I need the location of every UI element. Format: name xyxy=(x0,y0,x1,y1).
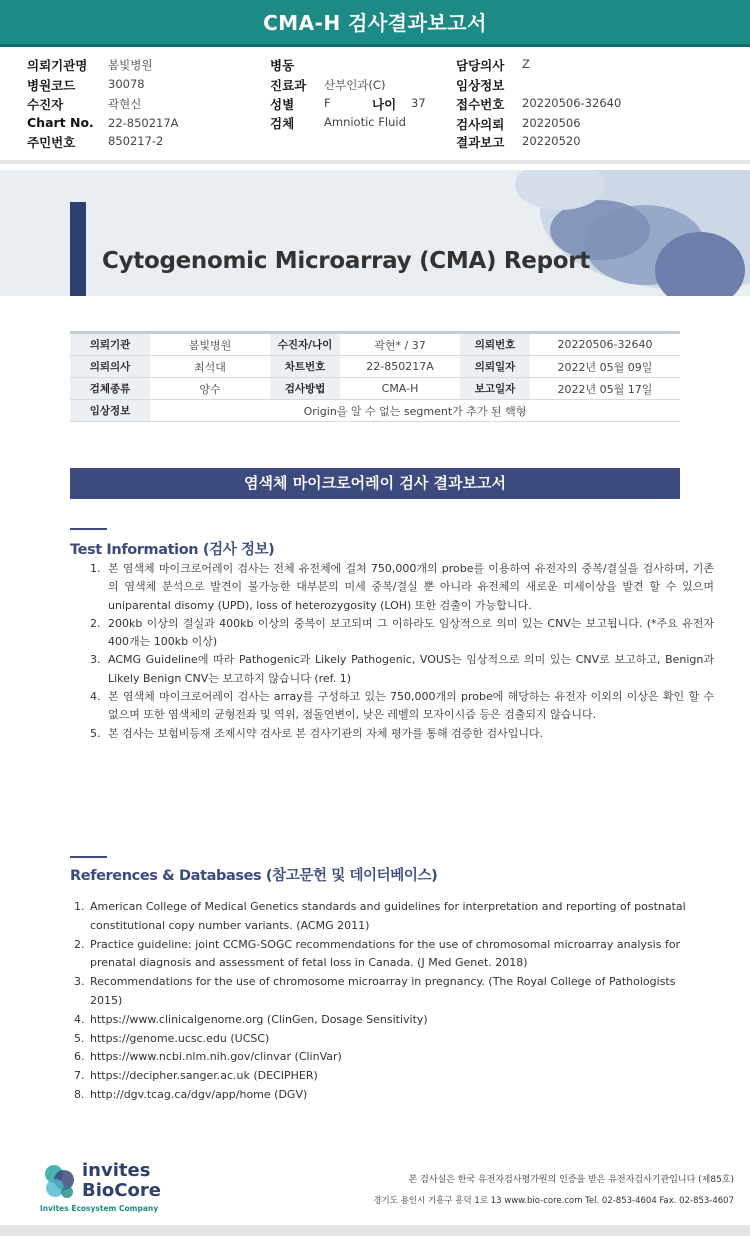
table-header-cell: 검사방법 xyxy=(270,378,340,400)
table-cell: 2022년 05월 17일 xyxy=(530,378,680,400)
section-title: 염색체 마이크로어레이 검사 결과보고서 xyxy=(70,468,680,499)
title-bar xyxy=(0,0,750,47)
header-label: 의뢰기관명 xyxy=(27,58,88,73)
logo-text-line2: BioCore xyxy=(82,1180,161,1201)
header-divider xyxy=(0,160,750,164)
table-cell: CMA-H xyxy=(340,378,460,400)
list-item: 1. American College of Medical Genetics standards and guidelines for interpretation and reporting of postnatal constitutional copy number variants. (ACMG 2011) xyxy=(88,898,708,936)
list-item: 2. Practice guideline: joint CCMG-SOGC recommendations for the use of chromosomal microarray analysis for prenatal diagnosis and assessment of fetal loss in Canada. (J Med Genet. 2018) xyxy=(88,936,708,974)
header-value: Amniotic Fluid xyxy=(324,115,406,129)
header-value: 22-850217A xyxy=(108,116,179,130)
report-banner xyxy=(0,170,750,296)
references-list xyxy=(70,898,708,1105)
banner-accent-bar xyxy=(70,202,86,296)
table-cell: 2022년 05월 09일 xyxy=(530,356,680,378)
table-header-cell: 의뢰기관 xyxy=(70,333,150,356)
table-header-cell: 수진자/나이 xyxy=(270,333,340,356)
test-info-list xyxy=(70,560,714,743)
company-logo xyxy=(40,1160,170,1218)
header-label: 담당의사 xyxy=(456,58,505,73)
list-item[interactable]: 5. https://genome.ucsc.edu (UCSC) xyxy=(88,1030,708,1049)
table-header-cell: 보고일자 xyxy=(460,378,530,400)
table-header-cell: 의뢰번호 xyxy=(460,333,530,356)
age-label: 나이 xyxy=(372,97,397,112)
header-value: 곽현신 xyxy=(108,97,142,111)
list-item[interactable]: 8. http://dgv.tcag.ca/dgv/app/home (DGV) xyxy=(88,1086,708,1105)
list-item: 5. 본 검사는 보험비등재 조제시약 검사로 본 검사기관의 자체 평가를 통해 검증한 검사입니다. xyxy=(104,725,714,743)
header-label: 수진자 xyxy=(27,97,64,112)
header-label: 접수번호 xyxy=(456,97,505,112)
table-row xyxy=(70,400,680,422)
list-item[interactable]: 4. https://www.clinicalgenome.org (ClinGen, Dosage Sensitivity) xyxy=(88,1011,708,1030)
table-header-cell: 의뢰일자 xyxy=(460,356,530,378)
header-value: 20220506 xyxy=(522,116,581,130)
list-item[interactable]: 7. https://decipher.sanger.ac.uk (DECIPHER) xyxy=(88,1067,708,1086)
header-label: 병원코드 xyxy=(27,78,76,93)
list-item: 3. Recommendations for the use of chromosome microarray in pregnancy. (The Royal College of Pathologists 2015) xyxy=(88,973,708,1011)
header-label: Chart No. xyxy=(27,115,94,130)
table-header-cell: 차트번호 xyxy=(270,356,340,378)
header-value: Z xyxy=(522,57,530,71)
table-cell: 봄빛병원 xyxy=(150,333,270,356)
address-text: 경기도 용인시 기흥구 흥덕 1로 13 www.bio-core.com Tel. 02-853-4604 Fax. 02-853-4607 xyxy=(373,1196,734,1206)
header-value: 20220520 xyxy=(522,134,581,148)
list-item: 1. 본 염색체 마이크로어레이 검사는 전체 유전체에 걸쳐 750,000개의 probe를 이용하여 유전자의 중복/결실을 검사하며, 기존의 염색체 분석으로 발견이 불가능한 대부분의 미세 중복/결실 뿐 아니라 유전체의 새로운 미세이상을 발견 할 수 있으며 uniparental disomy (UPD), loss of heterozygosity (LOH) 또한 검출이 가능합니다. xyxy=(104,560,714,615)
header-value: 20220506-32640 xyxy=(522,96,622,110)
patient-header xyxy=(0,52,750,156)
clinical-info-cell: Origin을 알 수 없는 segment가 추가 된 핵형 xyxy=(150,400,680,422)
table-row xyxy=(70,333,680,356)
table-cell: 22-850217A xyxy=(340,356,460,378)
table-header-cell: 검체종류 xyxy=(70,378,150,400)
header-value: 봄빛병원 xyxy=(108,58,153,72)
header-value: 30078 xyxy=(108,77,145,91)
references-heading: References & Databases (참고문헌 및 데이터베이스) xyxy=(70,868,438,884)
banner-decoration xyxy=(0,170,750,296)
list-item: 4. 본 염색체 마이크로어레이 검사는 array를 구성하고 있는 750,000개의 probe에 해당하는 유전자 이외의 이상은 확인 할 수 없으며 또한 염색체의 균형전좌 및 역위, 점돌연변이, 낮은 레벨의 모자이시즘 등은 검출되지 않습니다. xyxy=(104,688,714,725)
table-row xyxy=(70,356,680,378)
header-label: 검체 xyxy=(270,116,295,131)
age-value: 37 xyxy=(411,96,426,110)
header-label: 진료과 xyxy=(270,78,307,93)
list-item[interactable]: 6. https://www.ncbi.nlm.nih.gov/clinvar (ClinVar) xyxy=(88,1048,708,1067)
heading-rule xyxy=(70,856,107,858)
table-cell: 20220506-32640 xyxy=(530,333,680,356)
header-value: 850217-2 xyxy=(108,134,164,148)
logo-mark-icon xyxy=(40,1160,80,1202)
header-label: 임상정보 xyxy=(456,78,505,93)
table-cell: 최석대 xyxy=(150,356,270,378)
report-title: CMA-H 검사결과보고서 xyxy=(263,11,487,35)
list-item: 3. ACMG Guideline에 따라 Pathogenic과 Likely Pathogenic, VOUS는 임상적으로 의미 있는 CNV로 보고하고, Benign과 Likely Benign CNV는 보고하지 않습니다 (ref. 1) xyxy=(104,651,714,688)
header-value: 산부인과(C) xyxy=(324,78,386,92)
list-item: 2. 200kb 이상의 결실과 400kb 이상의 중복이 보고되며 그 이하라도 임상적으로 의미 있는 CNV는 보고됩니다. (*주요 유전자 400개는 100kb 이상) xyxy=(104,615,714,652)
request-info-table xyxy=(70,331,680,422)
footer-band xyxy=(0,1225,750,1236)
header-label: 주민번호 xyxy=(27,135,76,150)
heading-rule xyxy=(70,528,107,530)
header-value: F xyxy=(324,96,331,110)
table-header-cell: 의뢰의사 xyxy=(70,356,150,378)
table-cell: 곽현* / 37 xyxy=(340,333,460,356)
table-cell: 양수 xyxy=(150,378,270,400)
header-label: 성별 xyxy=(270,97,295,112)
header-label: 결과보고 xyxy=(456,135,505,150)
logo-tagline: Invites Ecosystem Company xyxy=(40,1204,159,1213)
table-row xyxy=(70,378,680,400)
banner-title: Cytogenomic Microarray (CMA) Report xyxy=(102,248,590,274)
header-label: 병동 xyxy=(270,58,295,73)
certification-text: 본 검사실은 한국 유전자검사평가원의 인증을 받은 유전자검사기관입니다 (제85호) xyxy=(408,1175,734,1185)
test-info-heading: Test Information (검사 정보) xyxy=(70,542,275,558)
header-label: 검사의뢰 xyxy=(456,117,505,132)
logo-text-line1: invites xyxy=(82,1160,151,1181)
table-header-cell: 임상정보 xyxy=(70,400,150,422)
